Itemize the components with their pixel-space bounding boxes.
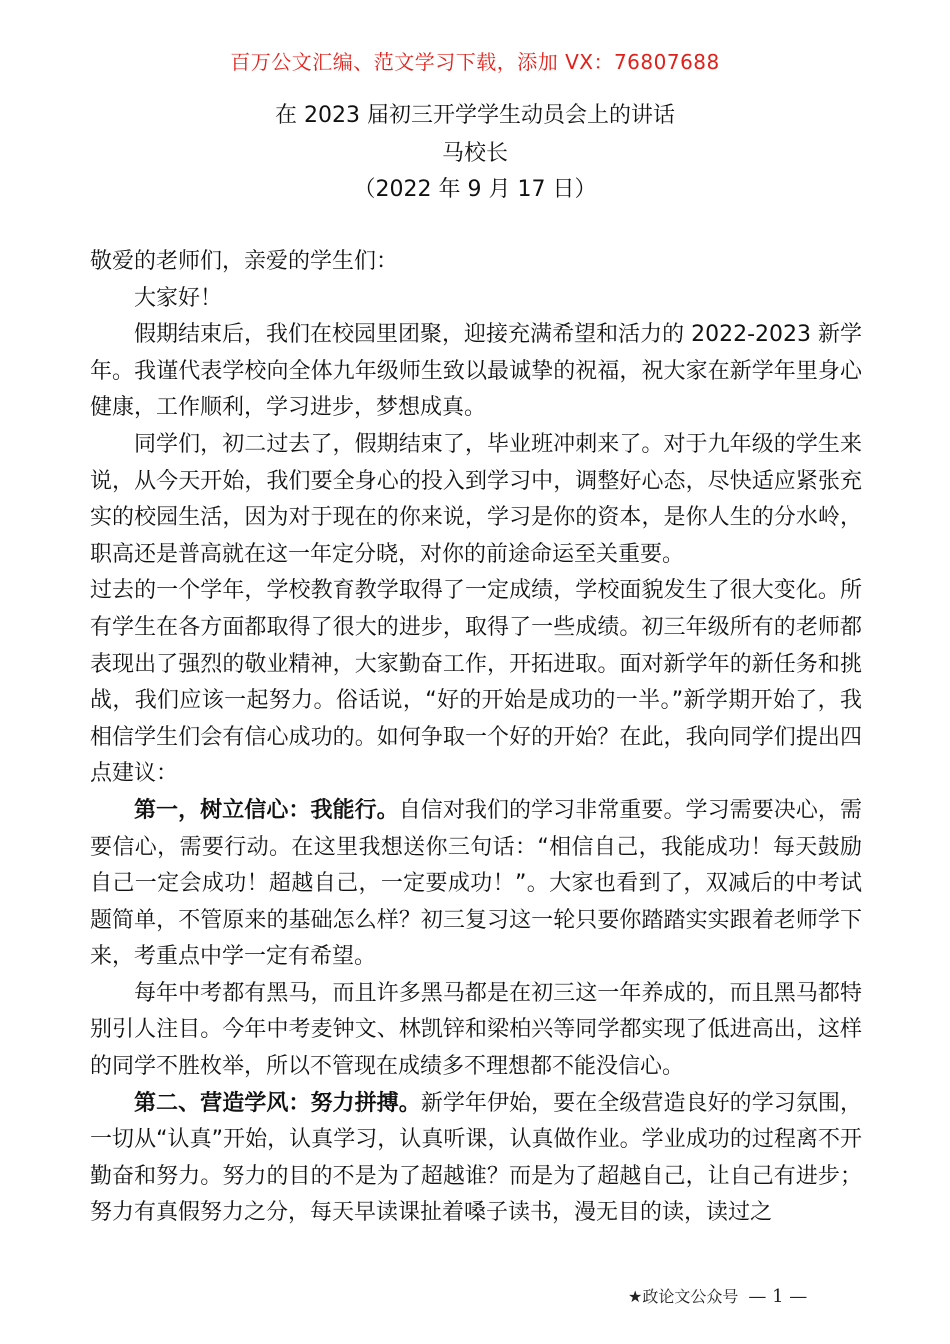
point-2-text: 新学年伊始，要在全级营造良好的学习氛围，一切从“认真”开始，认真学习，认真听课，认真做作业。学业成功的过程离不开勤奋和努力。努力的目的不是为了超越谁？而是为了超越自己，让自己有进步；努力有真假努力之分，每天早读课扯着嗓子读书，漫无目的读，读过之 bbox=[90, 1090, 862, 1226]
speaker-name: 马校长 bbox=[441, 141, 508, 166]
point-1-heading: 第一，树立信心：我能行。 bbox=[134, 797, 399, 823]
footer-source: ★政论文公众号 bbox=[628, 1287, 739, 1306]
paragraph-2: 同学们，初二过去了，假期结束了，毕业班冲刺来了。对于九年级的学生来说，从今天开始，我们要全身心的投入到学习中，调整好心态，尽快适应紧张充实的校园生活，因为对于现在的你来说，学习是你的资本，是你人生的分水岭，职高还是普高就在这一年定分晓，对你的前途命运至关重要。 bbox=[90, 431, 862, 567]
document-body bbox=[90, 244, 862, 1232]
salutation: 敬爱的老师们，亲爱的学生们： bbox=[90, 249, 399, 274]
watermark-banner: 百万公文汇编、范文学习下载，添加 VX：76807688 bbox=[230, 50, 720, 74]
paragraph-6 bbox=[90, 1086, 862, 1232]
speech-date: （2022 年 9 月 17 日） bbox=[353, 177, 597, 202]
paragraph-3: 过去的一个学年，学校教育教学取得了一定成绩，学校面貌发生了很大变化。所有学生在各方面都取得了很大的进步，取得了一些成绩。初三年级所有的老师都表现出了强烈的敬业精神，大家勤奋工作，开拓进取。面对新学年的新任务和挑战，我们应该一起努力。俗话说，“好的开始是成功的一半。”新学期开始了，我相信学生们会有信心成功的。如何争取一个好的开始？在此，我向同学们提出四点建议： bbox=[90, 578, 862, 787]
paragraph-5: 每年中考都有黑马，而且许多黑马都是在初三这一年养成的，而且黑马都特别引人注目。今年中考麦钟文、林凯锌和梁柏兴等同学都实现了低进高出，这样的同学不胜枚举，所以不管现在成绩多不理想都不能没信心。 bbox=[90, 980, 862, 1080]
point-1-text: 自信对我们的学习非常重要。学习需要决心，需要信心，需要行动。在这里我想送你三句话：“相信自己，我能成功！每天鼓励自己一定会成功！超越自己，一定要成功！”。大家也看到了，双减后的中考试题简单，不管原来的基础怎么样？初三复习这一轮只要你踏踏实实跟着老师学下来，考重点中学一定有希望。 bbox=[90, 797, 862, 970]
speech-title: 在 2023 届初三开学学生动员会上的讲话 bbox=[275, 103, 675, 128]
point-2-heading: 第二、营造学风：努力拼搏。 bbox=[134, 1090, 421, 1116]
page-number: — 1 — bbox=[748, 1286, 808, 1307]
page-footer bbox=[628, 1284, 807, 1307]
paragraph-1: 假期结束后，我们在校园里团聚，迎接充满希望和活力的 2022-2023 新学年。我谨代表学校向全体九年级师生致以最诚挚的祝福，祝大家在新学年里身心健康，工作顺利，学习进步，梦想成真。 bbox=[90, 322, 862, 421]
greeting: 大家好！ bbox=[134, 285, 223, 311]
paragraph-4 bbox=[90, 793, 862, 976]
